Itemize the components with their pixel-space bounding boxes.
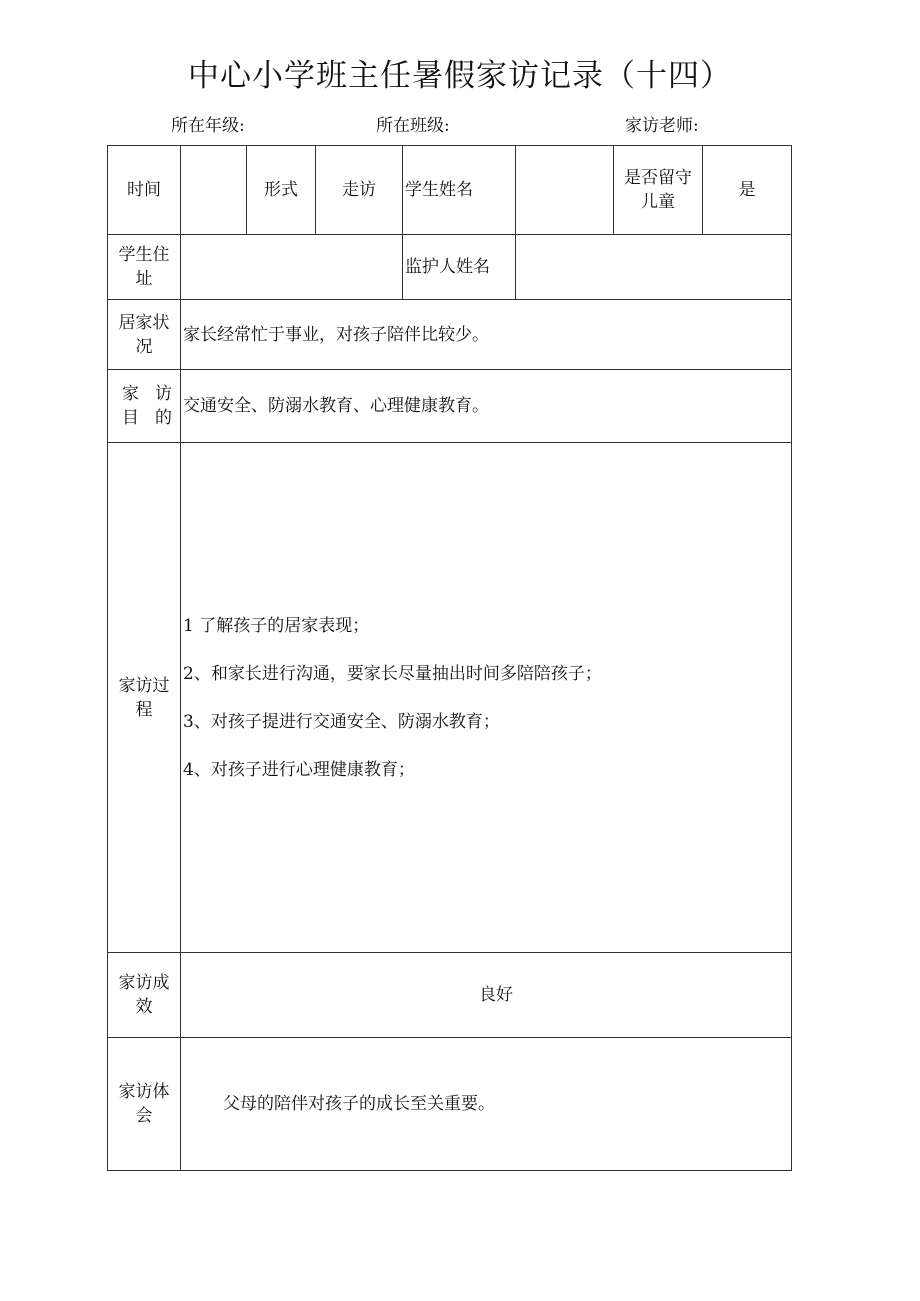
purpose-label: 家访目的 xyxy=(108,370,181,443)
table-row xyxy=(108,953,792,1038)
list-item: 4、对孩子进行心理健康教育； xyxy=(183,759,415,780)
table-row xyxy=(108,235,792,300)
list-item: 2、和家长进行沟通，要家长尽量抽出时间多陪陪孩子； xyxy=(183,663,602,684)
reflection-value[interactable]: 父母的陪伴对孩子的成长至关重要。 xyxy=(181,1038,792,1171)
guardian-name-value[interactable] xyxy=(516,235,792,300)
grade-label: 所在年级: xyxy=(171,116,245,136)
table-row xyxy=(108,146,792,235)
result-label: 家访成效 xyxy=(108,953,181,1038)
home-status-value[interactable]: 家长经常忙于事业，对孩子陪伴比较少。 xyxy=(181,300,792,370)
form-label: 形式 xyxy=(247,146,316,235)
guardian-name-label: 监护人姓名 xyxy=(403,235,516,300)
reflection-label: 家访体会 xyxy=(108,1038,181,1171)
home-status-label: 居家状况 xyxy=(108,300,181,370)
class-label: 所在班级: xyxy=(376,116,450,136)
teacher-label: 家访老师: xyxy=(625,116,699,136)
process-label: 家访过程 xyxy=(108,443,181,953)
student-name-value[interactable] xyxy=(516,146,614,235)
form-value[interactable]: 走访 xyxy=(316,146,403,235)
list-item: 3、对孩子提进行交通安全、防溺水教育； xyxy=(183,711,500,732)
list-item: 1 了解孩子的居家表现； xyxy=(183,615,370,636)
time-label: 时间 xyxy=(108,146,181,235)
page-title: 中心小学班主任暑假家访记录（十四） xyxy=(188,58,732,94)
table-row xyxy=(108,443,792,953)
left-behind-label: 是否留守儿童 xyxy=(614,146,703,235)
time-value[interactable] xyxy=(181,146,247,235)
table-row xyxy=(108,1038,792,1171)
address-value[interactable] xyxy=(181,235,403,300)
table-row xyxy=(108,370,792,443)
address-label: 学生住址 xyxy=(108,235,181,300)
process-list[interactable] xyxy=(181,443,792,953)
table-row xyxy=(108,300,792,370)
visit-record-table xyxy=(107,145,792,1171)
student-name-label: 学生姓名 xyxy=(403,146,516,235)
result-value[interactable]: 良好 xyxy=(181,953,792,1038)
purpose-value[interactable]: 交通安全、防溺水教育、心理健康教育。 xyxy=(181,370,792,443)
left-behind-value[interactable]: 是 xyxy=(703,146,792,235)
